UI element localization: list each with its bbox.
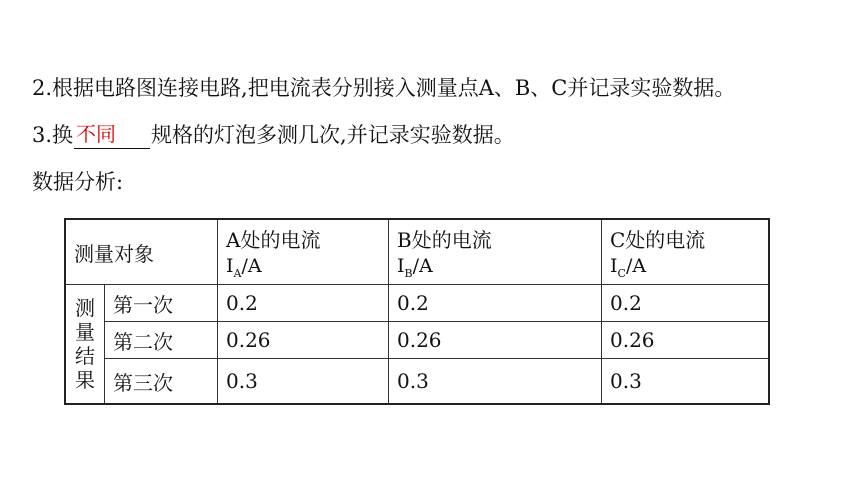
step-3-prefix: 3.换 <box>32 123 74 147</box>
cell-a: 0.3 <box>218 359 389 405</box>
symbol-i: I <box>226 255 234 278</box>
unit-c: /A <box>625 255 647 278</box>
cell-a: 0.26 <box>218 322 389 359</box>
header-current-c <box>602 219 770 285</box>
step-3-line <box>32 119 515 149</box>
table-header-row <box>65 219 769 285</box>
header-current-a <box>218 219 389 285</box>
header-b-unit-line <box>397 255 601 280</box>
symbol-i: I <box>610 255 618 278</box>
cell-b: 0.3 <box>389 359 602 405</box>
answer-text: 不同 <box>76 122 117 146</box>
measurement-result-text: 测 量 结 果 <box>75 296 95 392</box>
cell-c: 0.2 <box>602 285 770 322</box>
header-c-title: C处的电流 <box>610 228 706 253</box>
cell-b: 0.26 <box>389 322 602 359</box>
cell-b: 0.2 <box>389 285 602 322</box>
header-current-b <box>389 219 602 285</box>
step-2-text: 2.根据电路图连接电路,把电流表分别接入测量点A、B、C并记录实验数据。 <box>32 76 736 100</box>
step-3-suffix: 规格的灯泡多测几次,并记录实验数据。 <box>151 123 515 147</box>
table-row <box>65 285 769 322</box>
header-a-unit-line <box>226 255 388 280</box>
current-data-table <box>64 218 770 405</box>
unit-a: /A <box>241 255 262 278</box>
row-label: 第二次 <box>105 322 218 359</box>
cell-a: 0.2 <box>218 285 389 322</box>
data-analysis-heading: 数据分析: <box>32 170 124 194</box>
cell-c: 0.26 <box>602 322 770 359</box>
header-a-title: A处的电流 <box>226 228 321 253</box>
table-row <box>65 322 769 359</box>
subscript-b: B <box>404 266 413 280</box>
row-label: 第一次 <box>105 285 218 322</box>
measurement-result-label <box>65 285 105 405</box>
subscript-c: C <box>617 266 626 280</box>
header-measure-object: 测量对象 <box>65 219 218 285</box>
table-row <box>65 359 769 405</box>
row-label: 第三次 <box>105 359 218 405</box>
cell-c: 0.3 <box>602 359 770 405</box>
unit-b: /A <box>412 255 433 278</box>
subscript-a: A <box>233 266 242 280</box>
header-c-unit-line <box>610 255 768 280</box>
header-b-title: B处的电流 <box>397 228 492 253</box>
answer-blank <box>74 122 150 149</box>
symbol-i: I <box>397 255 405 278</box>
